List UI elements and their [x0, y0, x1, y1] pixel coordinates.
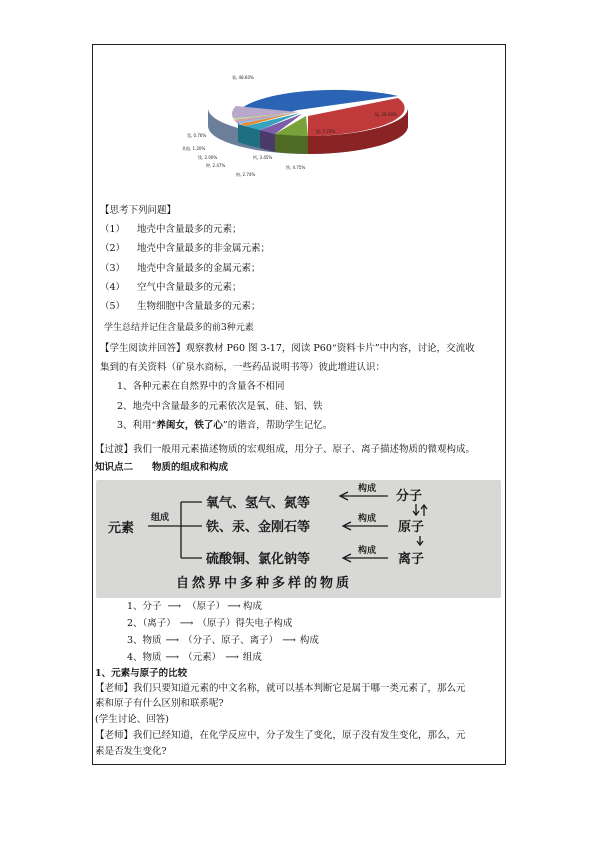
pie-label: 氧, 48.60%: [232, 75, 254, 80]
diagram-molecule: 分子: [396, 489, 423, 504]
reading-point: 2、地壳中含量最多的元素依次是氧、硅、铝、铁: [117, 401, 323, 412]
teacher-line: 【老师】我们已经知道，在化学反应中，分子发生了变化，原子没有发生变化，那么，元: [95, 730, 466, 741]
diagram-element-label: 元素: [108, 521, 135, 536]
diagram-row-2: 铁、汞、金刚石等: [206, 520, 311, 535]
questions-heading: 【思考下列问题】: [100, 205, 177, 216]
relation-line: 1、分子 ⟶ （原子） ⟶ 构成: [127, 601, 262, 612]
relation-line: 3、物质 ⟶ （分子、原子、离子） ⟶ 构成: [127, 635, 319, 646]
diagram-build-label: 构成: [358, 484, 377, 494]
diagram-compose-label: 组成: [151, 513, 170, 523]
knowledge-point-2-heading: 知识点二 物质的组成和构成: [95, 462, 229, 473]
diagram-ion: 离子: [398, 552, 425, 567]
pie-label: 镁, 2.00%: [198, 155, 218, 160]
student-discussion: (学生讨论、回答): [95, 714, 169, 725]
pie-label: 硅, 26.30%: [375, 112, 397, 117]
reading-point: 3、利用“养闺女，铁了心”的谐音，帮助学生记忆。: [117, 420, 333, 431]
teacher-line: 素是否发生变化?: [95, 746, 167, 757]
teacher-line: 【老师】我们只要知道元素的中文名称，就可以基本判断它是属于哪一类元素了，那么元: [95, 683, 466, 694]
question-item: （4） 空气中含量最多的元素；: [100, 282, 242, 293]
reading-point: 1、各种元素在自然界中的含量各不相同: [117, 381, 285, 392]
section-heading: 1、元素与原子的比较: [95, 668, 188, 679]
pie-label: 铁, 4.75%: [286, 165, 306, 170]
diagram-row-1: 氧气、氢气、氮等: [206, 496, 311, 511]
question-item: （2） 地壳中含量最多的非金属元素；: [100, 243, 271, 254]
question-item: （3） 地壳中含量最多的金属元素；: [100, 263, 261, 274]
matter-composition-photo: [96, 480, 501, 598]
crust-element-pie-chart: [178, 66, 418, 186]
pie-label: 氢, 0.76%: [187, 133, 207, 138]
relation-line: 4、物质 ⟶ （元素） ⟶ 组成: [127, 652, 262, 663]
diagram-build-label: 构成: [358, 546, 377, 556]
questions-summary: 学生总结并记住含量最多的前3种元素: [104, 323, 254, 333]
pie-label: 其他, 1.20%: [182, 146, 206, 151]
diagram-build-label: 构成: [358, 514, 377, 524]
transition-text: 【过渡】我们一般用元素描述物质的宏观组成，用分子、原子、离子描述物质的微观构成。: [95, 444, 476, 455]
reading-line: 集到的有关资料（矿泉水商标，一些药品说明书等）彼此增进认识：: [100, 362, 386, 373]
diagram-row-3: 硫酸铜、氯化钠等: [206, 552, 311, 567]
pie-label: 铝, 7.73%: [316, 129, 336, 134]
teacher-line: 素和原子有什么区别和联系呢?: [95, 698, 224, 709]
reading-line: 【学生阅读并回答】观察教材 P60 图 3-17，阅读 P60“资料卡片”中内容，讨论，交流收: [100, 343, 475, 354]
pie-label: 钠, 2.74%: [236, 172, 256, 177]
diagram-caption: 自然界中多种多样的物质: [176, 576, 353, 591]
question-item: （5） 生物细胞中含量最多的元素；: [100, 301, 261, 312]
pie-label: 钙, 3.45%: [253, 155, 273, 160]
question-item: （1） 地壳中含量最多的元素；: [100, 224, 242, 235]
pie-label: 钾, 2.47%: [206, 163, 226, 168]
diagram-atom: 原子: [398, 520, 425, 535]
relation-line: 2、（离子） ⟶ （原子）得失电子构成: [127, 618, 293, 629]
